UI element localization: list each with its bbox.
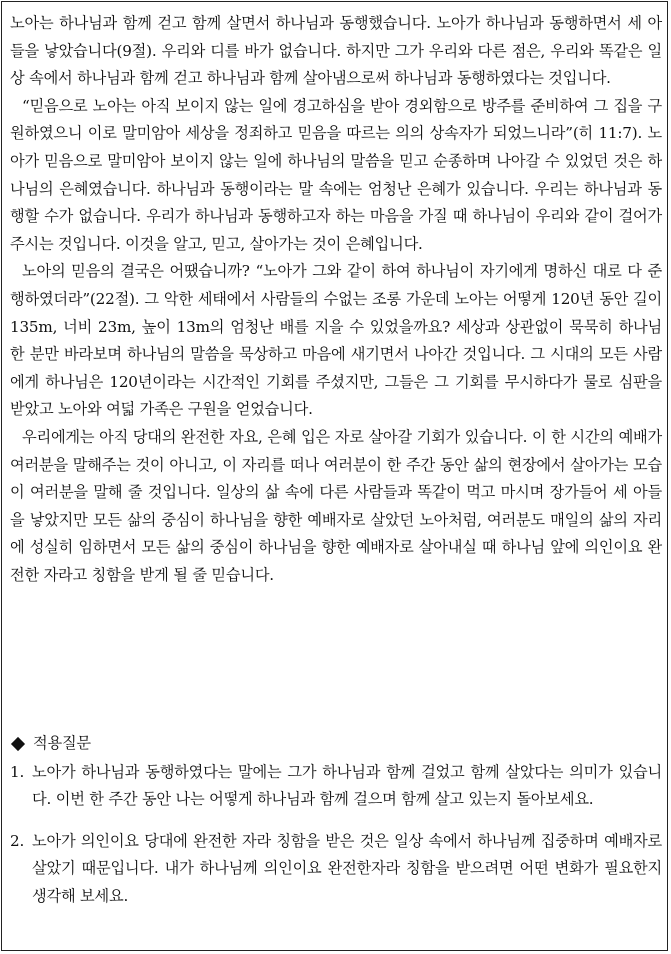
question-text: 노아가 하나님과 동행하였다는 말에는 그가 하나님과 함께 걸었고 함께 살았다는 의미가 있습니다. 이번 한 주간 동안 나는 어떻게 하나님과 함께 걸으며 함께 살고 있는지 돌아보세요. [32, 762, 662, 809]
sermon-body [10, 10, 662, 589]
question-number: 1. [10, 762, 25, 781]
section-title: 적용질문 [33, 734, 91, 752]
application-questions [10, 730, 662, 911]
paragraph-4: 우리에게는 아직 당대의 완전한 자요, 은혜 입은 자로 살아갈 기회가 있습니다. 이 한 시간의 예배가 여러분을 말해주는 것이 아니고, 이 자리를 떠나 여러분이 한 주간 동안 삶의 현장에서 살아가는 모습이 여러분을 말해 줄 것입니다. 일상의 삶 속에 다른 사람들과 똑같이 먹고 마시며 장가들어 세 아들을 낳았지만 모든 삶의 중심이 하나님을 향한 예배자로 살았던 노아처럼, 여러분도 매일의 삶의 자리에 성실히 임하면서 모든 삶의 중심이 하나님을 향한 예배자로 살아내실 때 하나님 앞에 의인이요 완전한 자라고 칭함을 받게 될 줄 믿습니다. [10, 427, 662, 584]
paragraph-2: “믿음으로 노아는 아직 보이지 않는 일에 경고하심을 받아 경외함으로 방주를 준비하여 그 집을 구원하였으니 이로 말미암아 세상을 정죄하고 믿음을 따르는 의의 상속자가 되었느니라”(히 11:7). 노아가 믿음으로 말미암아 보이지 않는 일에 하나님의 말씀을 믿고 순종하며 나아갈 수 있었던 것은 하나님의 은혜였습니다. 하나님과 동행이라는 말 속에는 엄청난 은혜가 있습니다. 우리는 하나님과 동행할 수가 없습니다. 우리가 하나님과 동행하고자 하는 마음을 가질 때 하나님이 우리와 같이 걸어가 주시는 것입니다. 이것을 알고, 믿고, 살아가는 것이 은혜입니다. [10, 96, 662, 253]
diamond-icon [11, 737, 25, 751]
paragraph-3: 노아의 믿음의 결국은 어땠습니까? “노아가 그와 같이 하여 하나님이 자기에게 명하신 대로 다 준행하였더라”(22절). 그 악한 세태에서 사람들의 수없는 조롱 가운데 노아는 어떻게 120년 동안 길이 135m, 너비 23m, 높이 13m의 엄청난 배를 지을 수 있었을까요? 세상과 상관없이 묵묵히 하나님 한 분만 바라보며 하나님의 말씀을 묵상하고 마음에 새기면서 나아간 것입니다. 그 시대의 모든 사람에게 하나님은 120년이라는 시간적인 기회를 주셨지만, 그들은 그 기회를 무시하다가 물로 심판을 받았고 노아와 여덟 가족은 구원을 얻었습니다. [10, 262, 662, 419]
question-number: 2. [10, 831, 25, 850]
question-item [10, 828, 662, 911]
document-frame [1, 1, 668, 951]
paragraph-1: 노아는 하나님과 함께 걷고 함께 살면서 하나님과 동행했습니다. 노아가 하나님과 동행하면서 세 아들을 낳았습니다(9절). 우리와 디를 바가 없습니다. 하지만 그가 우리와 다른 점은, 우리와 똑같은 일상 속에서 하나님과 함께 걷고 하나님과 함께 살아냄으로써 하나님과 동행하였다는 것입니다. [10, 14, 662, 88]
section-heading [10, 730, 662, 758]
question-text: 노아가 의인이요 당대에 완전한 자라 칭함을 받은 것은 일상 속에서 하나님께 집중하며 예배자로 살았기 때문입니다. 내가 하나님께 의인이요 완전한자라 칭함을 받으려면 어떤 변화가 필요한지 생각해 보세요. [32, 831, 662, 905]
question-item [10, 759, 662, 814]
